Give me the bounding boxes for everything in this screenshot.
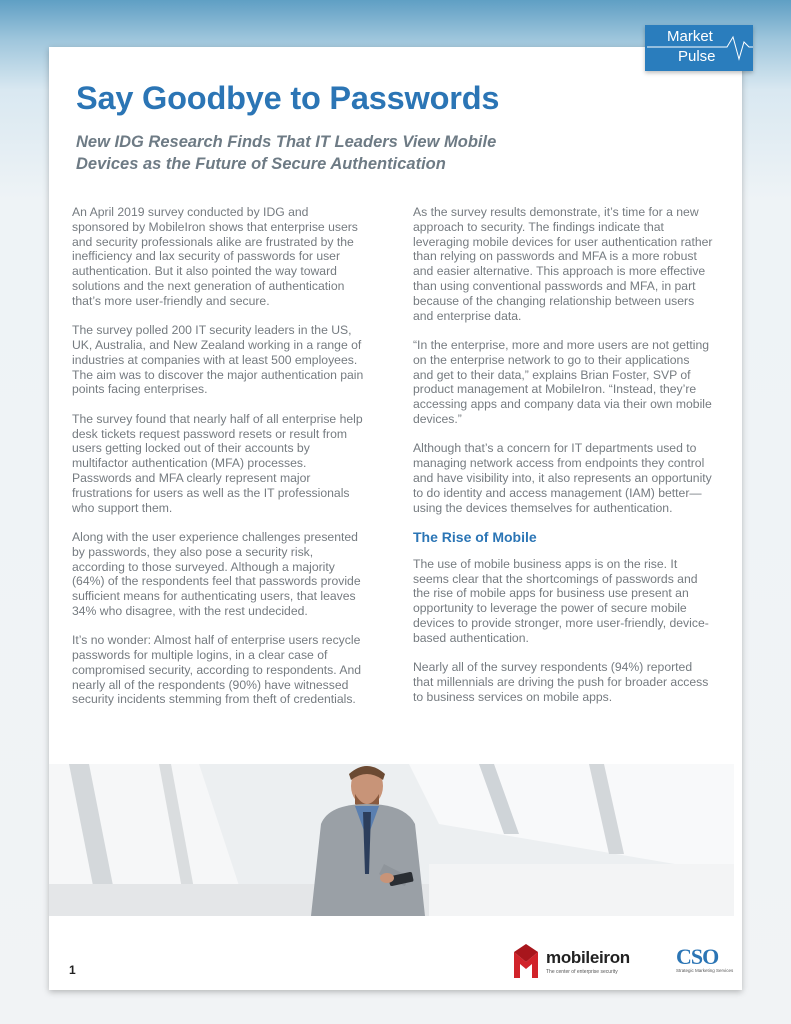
right-column xyxy=(413,205,713,719)
left-column xyxy=(72,205,367,722)
paragraph: Nearly all of the survey respondents (94%) reported that millennials are driving the push for broader access to business services on mobile apps. xyxy=(413,660,709,704)
mobileiron-logo-icon xyxy=(514,944,544,980)
paragraph: An April 2019 survey conducted by IDG and sponsored by MobileIron shows that enterprise users and security professionals alike are frustrated by the inefficiency and lax security of passwords for user authentication. But it also pointed the way toward solutions and the next generation of authentication that’s more user-friendly and secure. xyxy=(72,205,358,308)
paragraph: Although that’s a concern for IT departments used to managing network access from endpoints they control and have visibility into, it also represents an opportunity to do identity and access management (IAM) better—using the devices themselves for authentication. xyxy=(413,441,712,515)
paragraph: As the survey results demonstrate, it’s time for a new approach to security. The findings indicate that leveraging mobile devices for user authentication rather than relying on passwords and MFA is a more robust and easier alternative. This approach is more effective than using conventional passwords and MFA, in part because of the changing relationship between users and enterprise data. xyxy=(413,205,713,323)
paragraph: The survey polled 200 IT security leaders in the US, UK, Australia, and New Zealand working in a range of industries at companies with at least 500 employees. The aim was to discover the major authentication pain points facing enterprises. xyxy=(72,323,364,397)
page-number: 1 xyxy=(69,963,76,977)
page-subtitle: New IDG Research Finds That IT Leaders View Mobile Devices as the Future of Secure Authentication xyxy=(76,133,497,173)
page-title: Say Goodbye to Passwords xyxy=(76,80,500,116)
paragraph: Along with the user experience challenges presented by passwords, they also pose a security risk, according to those surveyed. Although a majority (64%) of the respondents feel that passwords provide sufficient means for authenticating users, that leaves 34% who disagree, with the rest undecided. xyxy=(72,529,361,618)
office-photo xyxy=(49,764,734,916)
section-heading: The Rise of Mobile xyxy=(413,528,537,545)
mobileiron-tagline: The center of enterprise security xyxy=(546,969,618,975)
market-pulse-badge xyxy=(645,25,753,71)
cso-tagline: Strategic Marketing Services xyxy=(676,968,734,973)
paragraph: The use of mobile business apps is on the rise. It seems clear that the shortcomings of passwords and the rise of mobile apps for business use present an opportunity to leverage the power of secure mobile devices to provide stronger, more user-friendly, device-based authentication. xyxy=(413,556,709,645)
paragraph: The survey found that nearly half of all enterprise help desk tickets request password resets or result from users getting locked out of their accounts by multifactor authentication (MFA) processes. Passwords and MFA clearly represent major frustrations for users as well as the IT professionals who support them. xyxy=(72,411,363,515)
mobileiron-wordmark: mobileiron xyxy=(546,948,630,967)
badge-line1: Market xyxy=(667,28,713,45)
badge-line2: Pulse xyxy=(678,48,716,65)
paragraph: It’s no wonder: Almost half of enterprise users recycle passwords for multiple logins, in a clear case of compromised security, according to respondents. And nearly all of the respondents (90%) have witnessed security incidents stemming from theft of credentials. xyxy=(72,633,362,707)
paragraph: “In the enterprise, more and more users are not getting on the enterprise network to go to their applications and get to their data,” explains Brian Foster, SVP of product management at MobileIron. “Instead, they’re accessing apps and company data via their own mobile devices.” xyxy=(413,337,712,426)
cso-logo: CSO xyxy=(676,944,719,969)
